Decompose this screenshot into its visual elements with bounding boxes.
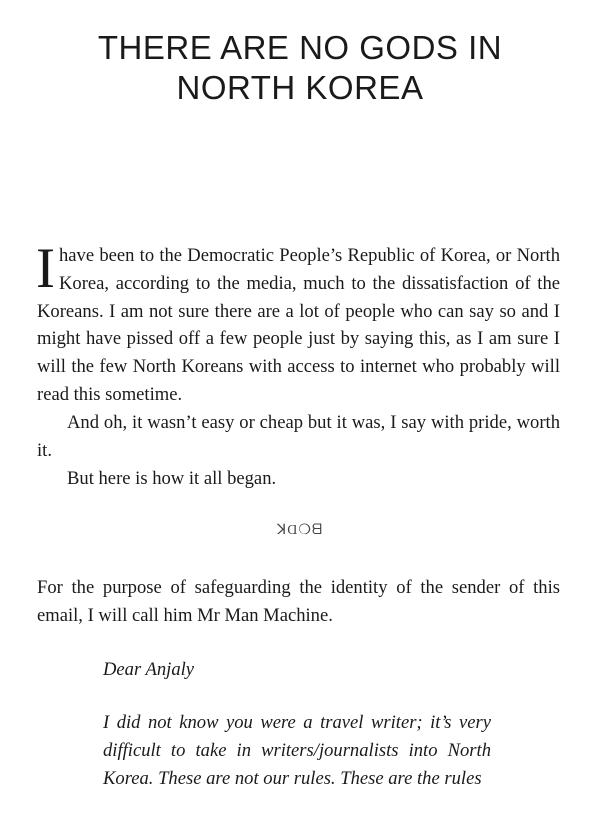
paragraph-intro-text: have been to the Democratic People’s Republic of Korea, or North Korea, according to the media, much to the dissatisfaction of the Koreans. I am not sure there are a lot of people who can say so and I might have pissed off a few people just by saying this, as I am sure I will the few North Koreans with access to internet who probably will read this sometime.	[37, 245, 560, 405]
letter-salutation: Dear Anjaly	[103, 659, 195, 680]
chapter-title-line-1: THERE ARE NO GODS IN	[97, 29, 503, 66]
drop-cap: I	[36, 237, 55, 300]
paragraph-intro	[36, 237, 560, 409]
chapter-title-line-2: NORTH KOREA	[176, 69, 424, 106]
section-break-ornament: ꓘⱭ❍ᗺ	[277, 523, 323, 538]
paragraph-email-sender: For the purpose of safeguarding the identity of the sender of this email, I will call him Mr Man Machine.	[37, 577, 560, 626]
chapter-title	[40, 28, 560, 108]
paragraph-how-it-began: But here is how it all began.	[67, 468, 277, 489]
letter-body: I did not know you were a travel writer; it’s very difficult to take in writers/journalists into North Korea. These are not our rules. These are the rules	[103, 712, 491, 789]
paragraph-worth-it: And oh, it wasn’t easy or cheap but it was, I say with pride, worth it.	[37, 412, 560, 461]
